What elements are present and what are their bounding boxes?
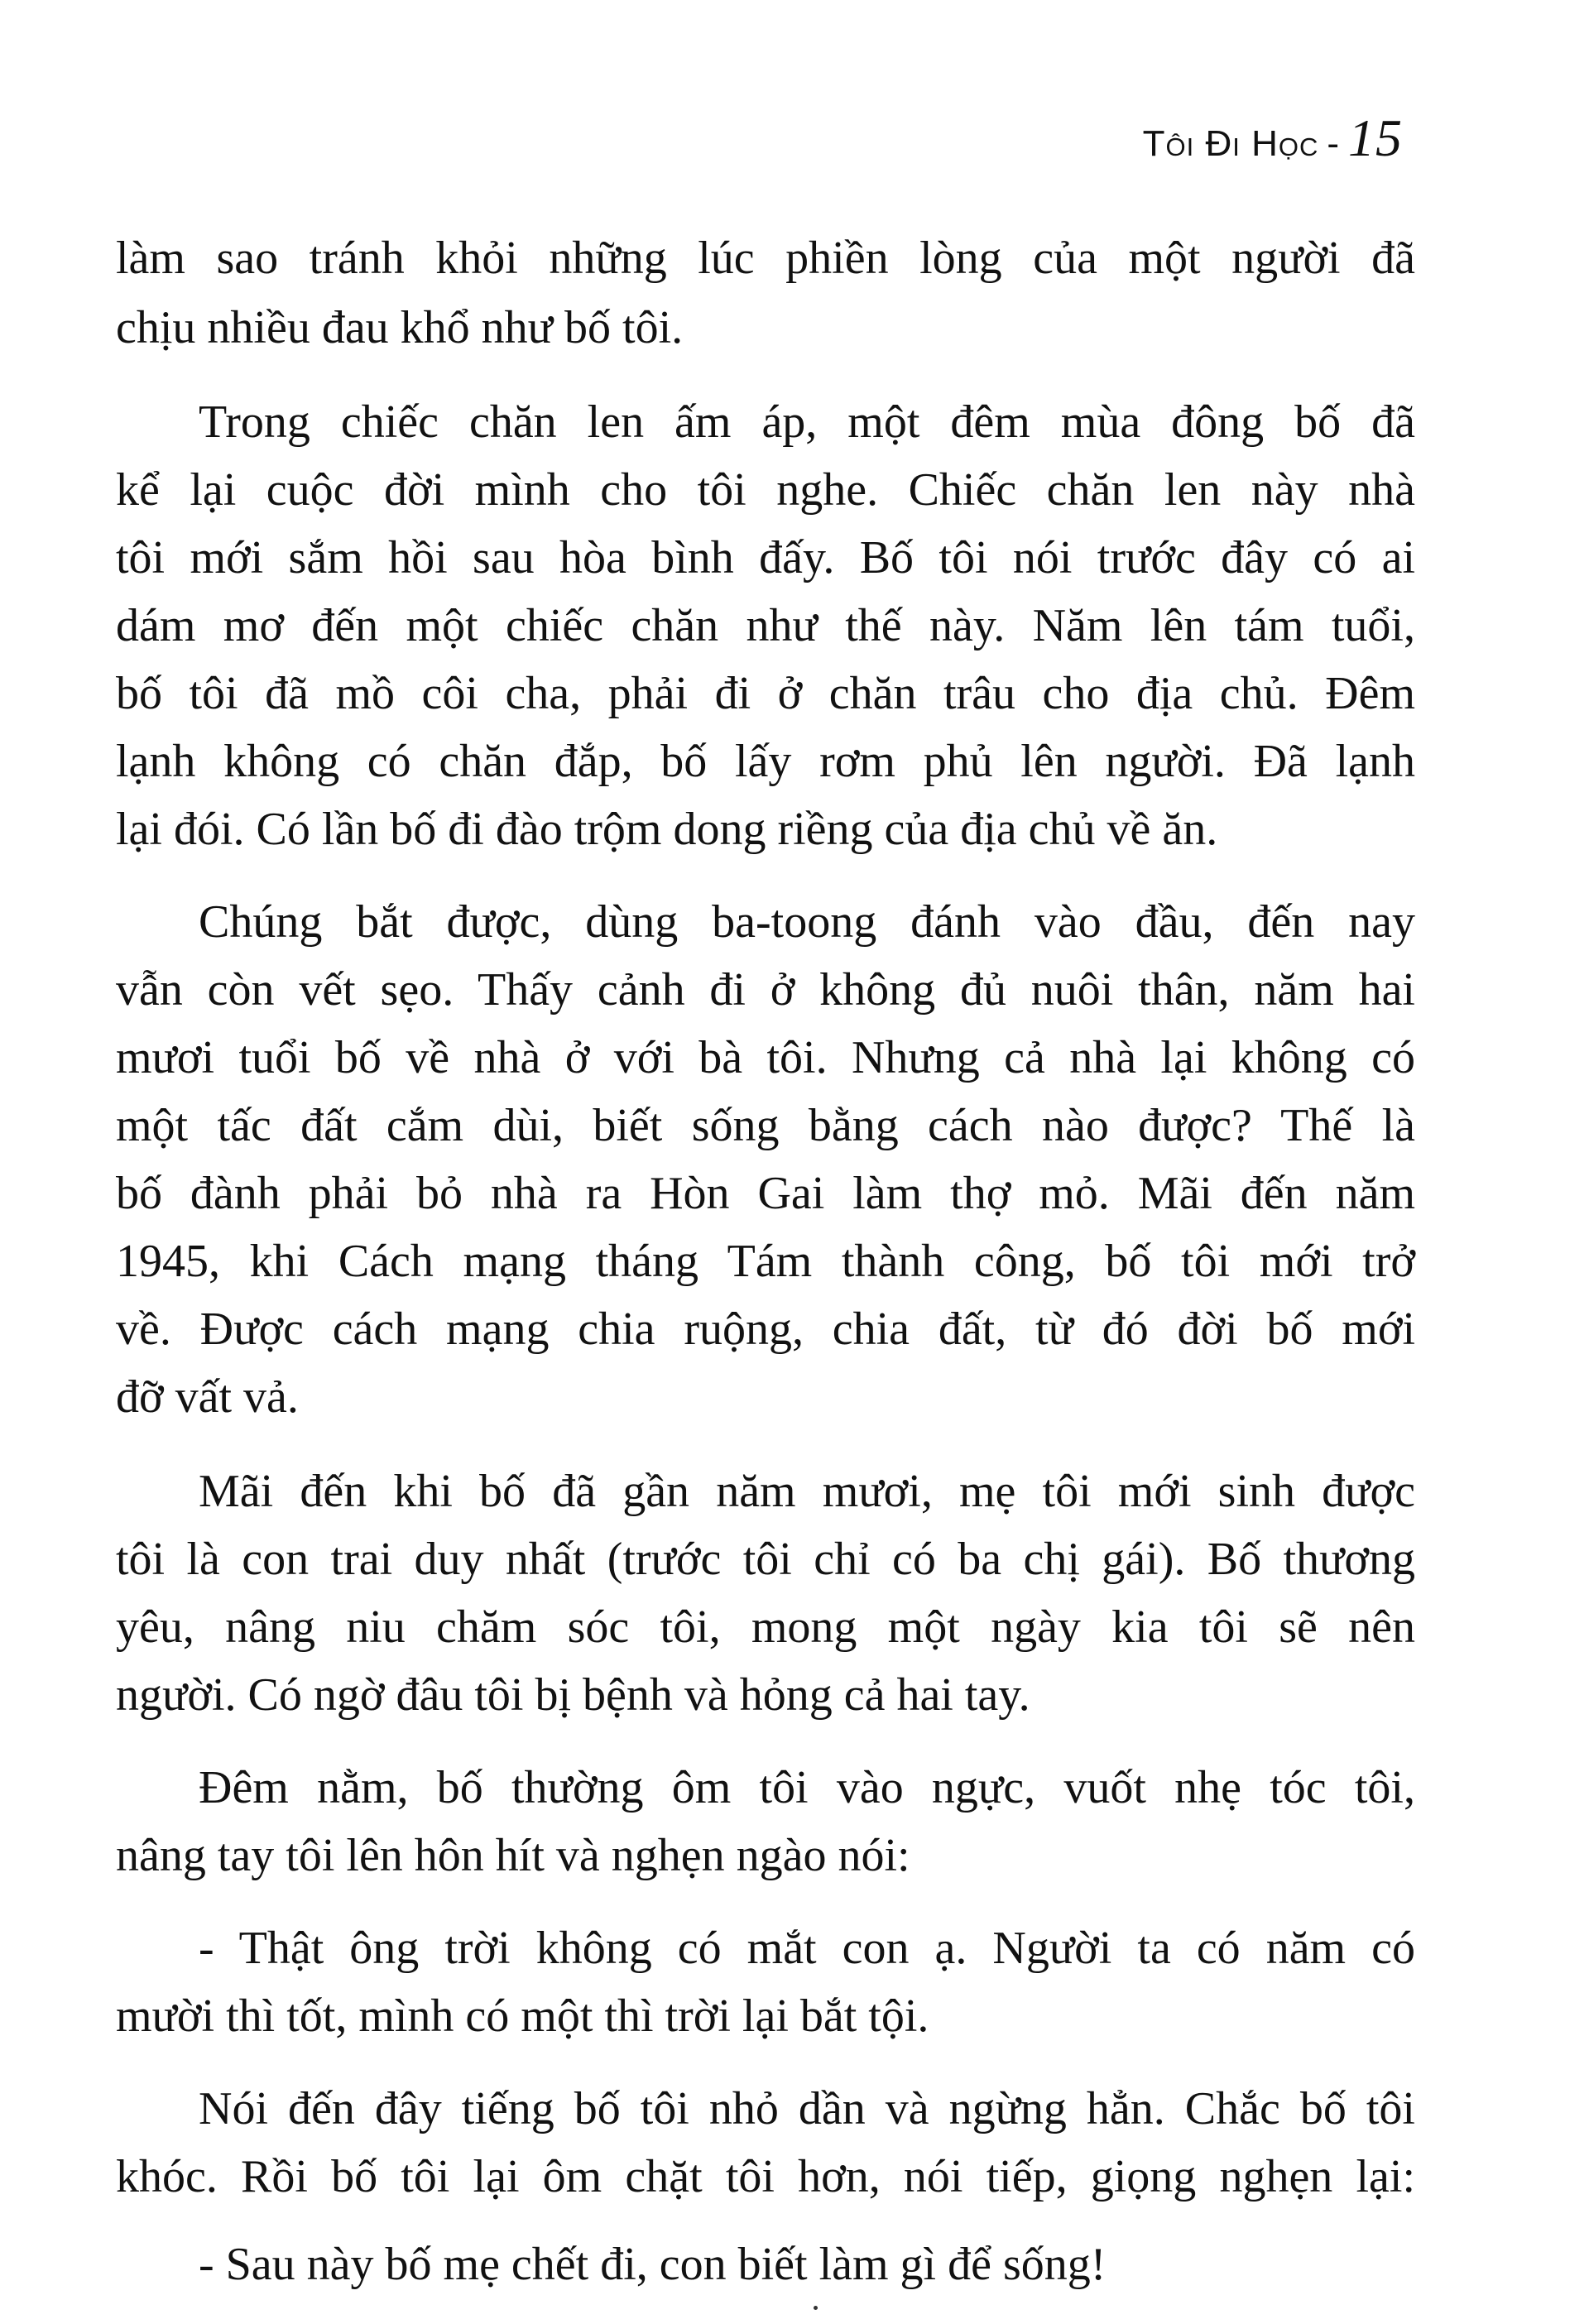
text-line: Chúng bắt được, dùng ba-toong đánh vào đầu, đến nay — [199, 896, 1415, 948]
text-line: tôi là con trai duy nhất (trước tôi chỉ có ba chị gái). Bố thương — [116, 1534, 1415, 1585]
text-line: về. Được cách mạng chia ruộng, chia đất, từ đó đời bố mới — [116, 1304, 1415, 1355]
text-line: lại đói. Có lần bố đi đào trộm dong riềng của địa chủ về ăn. — [116, 804, 1218, 855]
text-line: lạnh không có chăn đắp, bố lấy rơm phủ lên người. Đã lạnh — [116, 736, 1415, 787]
text-line: bố đành phải bỏ nhà ra Hòn Gai làm thợ mỏ. Mãi đến năm — [116, 1168, 1415, 1219]
text-line: - Thật ông trời không có mắt con ạ. Người ta có năm có — [199, 1923, 1415, 1974]
text-line: một tấc đất cắm dùi, biết sống bằng cách nào được? Thế là — [116, 1100, 1415, 1151]
print-speck — [814, 2306, 818, 2310]
header-title: Tôi Đi Học — [1142, 123, 1319, 164]
text-line: nâng tay tôi lên hôn hít và nghẹn ngào nói: — [116, 1830, 910, 1881]
text-line: người. Có ngờ đâu tôi bị bệnh và hỏng cả hai tay. — [116, 1669, 1030, 1721]
text-line: Nói đến đây tiếng bố tôi nhỏ dần và ngừng hẳn. Chắc bố tôi — [199, 2083, 1415, 2134]
page-number: 15 — [1348, 108, 1403, 167]
text-line: Mãi đến khi bố đã gần năm mươi, mẹ tôi mới sinh được — [199, 1466, 1415, 1517]
text-line: làm sao tránh khỏi những lúc phiền lòng của một người đã — [116, 233, 1415, 284]
text-line: yêu, nâng niu chăm sóc tôi, mong một ngày kia tôi sẽ nên — [116, 1601, 1415, 1653]
text-line: dám mơ đến một chiếc chăn như thế này. Năm lên tám tuổi, — [116, 600, 1415, 651]
text-line: tôi mới sắm hồi sau hòa bình đấy. Bố tôi nói trước đây có ai — [116, 532, 1415, 583]
text-line: Đêm nằm, bố thường ôm tôi vào ngực, vuốt nhẹ tóc tôi, — [199, 1762, 1415, 1813]
text-line: 1945, khi Cách mạng tháng Tám thành công, bố tôi mới trở — [116, 1236, 1415, 1287]
text-line: mươi tuổi bố về nhà ở với bà tôi. Nhưng cả nhà lại không có — [116, 1032, 1415, 1083]
running-header — [1143, 108, 1403, 169]
text-line: đỡ vất vả. — [116, 1371, 299, 1423]
text-line: vẫn còn vết sẹo. Thấy cảnh đi ở không đủ nuôi thân, năm hai — [116, 964, 1415, 1016]
text-line: Trong chiếc chăn len ấm áp, một đêm mùa đông bố đã — [199, 396, 1415, 448]
text-line: chịu nhiều đau khổ như bố tôi. — [116, 302, 684, 353]
text-line: bố tôi đã mồ côi cha, phải đi ở chăn trâu cho địa chủ. Đêm — [116, 668, 1415, 719]
text-line: mười thì tốt, mình có một thì trời lại bắt tội. — [116, 1990, 929, 2042]
text-line: - Sau này bố mẹ chết đi, con biết làm gì để sống! — [199, 2239, 1107, 2290]
text-line: kể lại cuộc đời mình cho tôi nghe. Chiếc chăn len này nhà — [116, 464, 1415, 516]
header-separator: - — [1327, 123, 1340, 164]
text-line: khóc. Rồi bố tôi lại ôm chặt tôi hơn, nói tiếp, giọng nghẹn lại: — [116, 2151, 1415, 2202]
